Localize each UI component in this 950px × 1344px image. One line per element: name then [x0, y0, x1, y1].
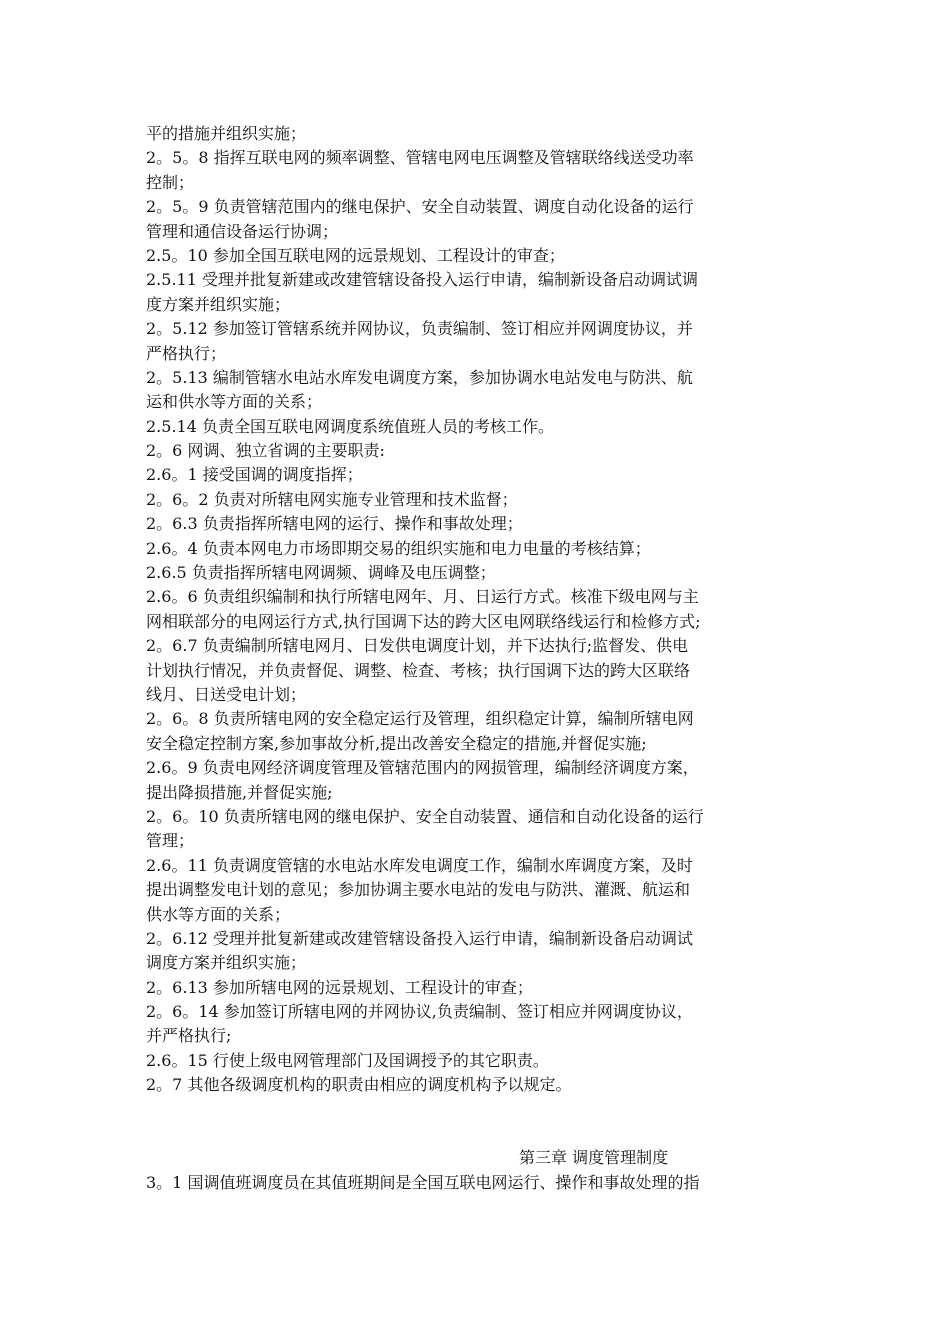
text-line: 并严格执行; — [146, 1026, 232, 1046]
text-line: 2。7 其他各级调度机构的职责由相应的调度机构予以规定。 — [146, 1075, 572, 1095]
text-line: 2。6.13 参加所辖电网的远景规划、工程设计的审查； — [146, 977, 533, 997]
text-line: 2。5.12 参加签订管辖系统并网协议，负责编制、签订相应并网调度协议，并 — [146, 319, 693, 339]
text-line: 2。6.3 负责指挥所辖电网的运行、操作和事故处理； — [146, 514, 523, 534]
text-line: 2.5。10 参加全国互联电网的远景规划、工程设计的审查； — [146, 245, 565, 265]
text-line: 2.6。15 行使上级电网管理部门及国调授予的其它职责。 — [146, 1050, 549, 1070]
blank-space — [146, 1098, 816, 1147]
text-line: 管理和通信设备运行协调； — [146, 221, 339, 241]
text-line: 管理； — [146, 831, 195, 851]
text-line: 2。6。10 负责所辖电网的继电保护、安全自动装置、通信和自动化设备的运行 — [146, 806, 704, 826]
text-line: 控制； — [146, 172, 195, 192]
text-line: 2。6。14 参加签订所辖电网的并网协议,负责编制、签订相应并网调度协议， — [146, 1002, 693, 1022]
text-line: 度方案并组织实施； — [146, 294, 291, 314]
text-line: 2.5.11 受理并批复新建或改建管辖设备投入运行申请，编制新设备启动调试调 — [146, 270, 698, 290]
text-line: 2.6.5 负责指挥所辖电网调频、调峰及电压调整； — [146, 563, 496, 583]
text-line: 安全稳定控制方案,参加事故分析,提出改善安全稳定的措施,并督促实施; — [146, 733, 647, 753]
text-line: 平的措施并组织实施； — [146, 124, 307, 143]
text-line: 2。6.7 负责编制所辖电网月、日发供电调度计划，并下达执行;监督发、供电 — [146, 636, 689, 656]
text-line: 提出调整发电计划的意见；参加协调主要水电站的发电与防洪、灌溉、航运和 — [146, 880, 691, 900]
chapter-heading: 第三章 调度管理制度 — [519, 1148, 669, 1168]
text-line: 2.5.14 负责全国互联电网调度系统值班人员的考核工作。 — [146, 416, 554, 436]
text-line: 2.6。11 负责调度管辖的水电站水库发电调度工作，编制水库调度方案，及时 — [146, 855, 693, 875]
text-line: 网相联部分的电网运行方式,执行国调下达的跨大区电网联络线运行和检修方式; — [146, 611, 701, 631]
text-line: 严格执行； — [146, 343, 227, 363]
text-line: 计划执行情况，并负责督促、调整、检查、考核；执行国调下达的跨大区联络 — [146, 660, 691, 680]
text-line: 2。6.12 受理并批复新建或改建管辖设备投入运行申请，编制新设备启动调试 — [146, 928, 693, 948]
text-line: 2.6。9 负责电网经济调度管理及管辖范围内的网损管理，编制经济调度方案， — [146, 758, 699, 778]
text-line: 调度方案并组织实施； — [146, 953, 307, 973]
text-line: 3。1 国调值班调度员在其值班期间是全国互联电网运行、操作和事故处理的指 — [146, 1172, 700, 1192]
document-body — [146, 122, 816, 1195]
text-line: 2.6。1 接受国调的调度指挥； — [146, 465, 363, 485]
text-line: 2。6 网调、独立省调的主要职责: — [146, 441, 385, 461]
text-line: 运和供水等方面的关系； — [146, 392, 323, 412]
text-line: 2。6。2 负责对所辖电网实施专业管理和技术监督； — [146, 489, 518, 509]
text-line: 2.6。4 负责本网电力市场即期交易的组织实施和电力电量的考核结算； — [146, 538, 651, 558]
text-line: 2。5。9 负责管辖范围内的继电保护、安全自动装置、调度自动化设备的运行 — [146, 197, 694, 217]
text-line: 2。5。8 指挥互联电网的频率调整、管辖电网电压调整及管辖联络线送受功率 — [146, 148, 694, 168]
text-line: 2.6。6 负责组织编制和执行所辖电网年、月、日运行方式。核准下级电网与主 — [146, 587, 699, 607]
text-line: 供水等方面的关系； — [146, 904, 291, 924]
text-line: 2。5.13 编制管辖水电站水库发电调度方案，参加协调水电站发电与防洪、航 — [146, 367, 693, 387]
text-line: 线月、日送受电计划； — [146, 684, 307, 704]
text-line: 提出降损措施,并督促实施; — [146, 782, 333, 802]
text-line: 2。6。8 负责所辖电网的安全稳定运行及管理，组织稳定计算，编制所辖电网 — [146, 709, 694, 729]
